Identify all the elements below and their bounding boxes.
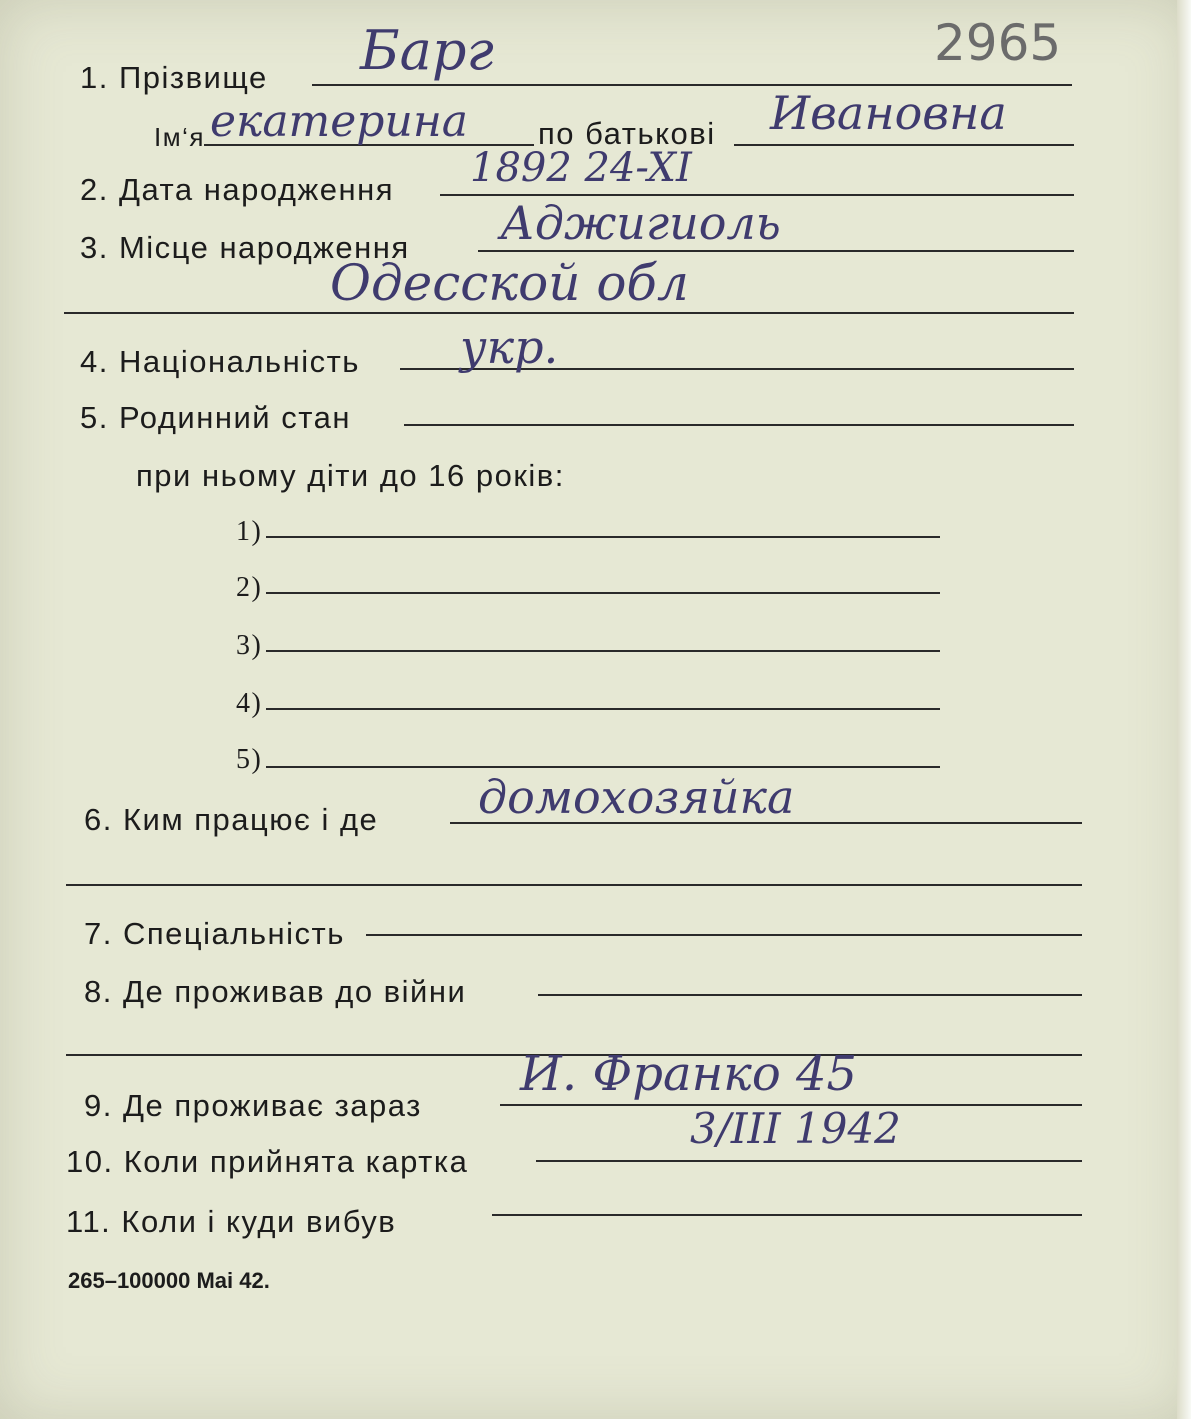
child-row-3-label: 3) [236, 630, 263, 661]
record-number: 2965 [934, 14, 1062, 72]
prewar-residence-line [538, 994, 1082, 996]
birth-place-line-2 [64, 312, 1074, 314]
patronymic-line [734, 144, 1074, 146]
occupation-value[interactable]: домохозяйка [478, 770, 795, 824]
specialty-line [366, 934, 1082, 936]
print-mark: 265–100000 Mai 42. [68, 1268, 270, 1293]
marital-status-line [404, 424, 1074, 426]
departure-line [492, 1214, 1082, 1216]
birth-place-value-2[interactable]: Одесской обл [330, 254, 689, 312]
patronymic-label: по батькові [538, 116, 716, 151]
card-accepted-label: 10. Коли прийнята картка [66, 1144, 469, 1179]
birth-date-label: 2. Дата народження [80, 172, 394, 207]
child-row-5-line [266, 766, 940, 768]
birth-date-value[interactable]: 1892 24-XI [470, 145, 692, 191]
card-edge [1177, 0, 1191, 1419]
child-row-1-line [266, 536, 940, 538]
card-accepted-line [536, 1160, 1082, 1162]
birth-place-line [478, 250, 1074, 252]
children-label: при ньому діти до 16 років: [136, 458, 565, 493]
child-row-2-line [266, 592, 940, 594]
child-row-4-line [266, 708, 940, 710]
surname-value[interactable]: Барг [360, 19, 494, 82]
birth-place-value-1[interactable]: Аджигиоль [500, 196, 781, 250]
child-row-5-label: 5) [236, 744, 263, 775]
specialty-label: 7. Спеціальність [84, 916, 345, 951]
current-residence-label: 9. Де проживає зараз [84, 1088, 422, 1123]
birth-place-label: 3. Місце народження [80, 230, 410, 265]
patronymic-value[interactable]: Ивановна [770, 86, 1007, 140]
first-name-value[interactable]: екатерина [210, 96, 469, 147]
nationality-value[interactable]: укр. [460, 320, 559, 374]
child-row-2-label: 2) [236, 572, 263, 603]
surname-label: 1. Прізвище [80, 60, 268, 95]
prewar-residence-label: 8. Де проживав до війни [84, 974, 467, 1009]
child-row-3-line [266, 650, 940, 652]
occupation-line-2 [66, 884, 1082, 886]
occupation-label: 6. Ким працює і де [84, 802, 379, 837]
first-name-label: Ім‘я [154, 122, 205, 152]
marital-status-label: 5. Родинний стан [80, 400, 351, 435]
nationality-label: 4. Національність [80, 344, 360, 379]
card-accepted-value[interactable]: 3/III 1942 [690, 1104, 901, 1153]
departure-label: 11. Коли і куди вибув [66, 1204, 397, 1239]
child-row-4-label: 4) [236, 688, 263, 719]
child-row-1-label: 1) [236, 516, 263, 547]
current-residence-value[interactable]: И. Франко 45 [520, 1046, 858, 1102]
